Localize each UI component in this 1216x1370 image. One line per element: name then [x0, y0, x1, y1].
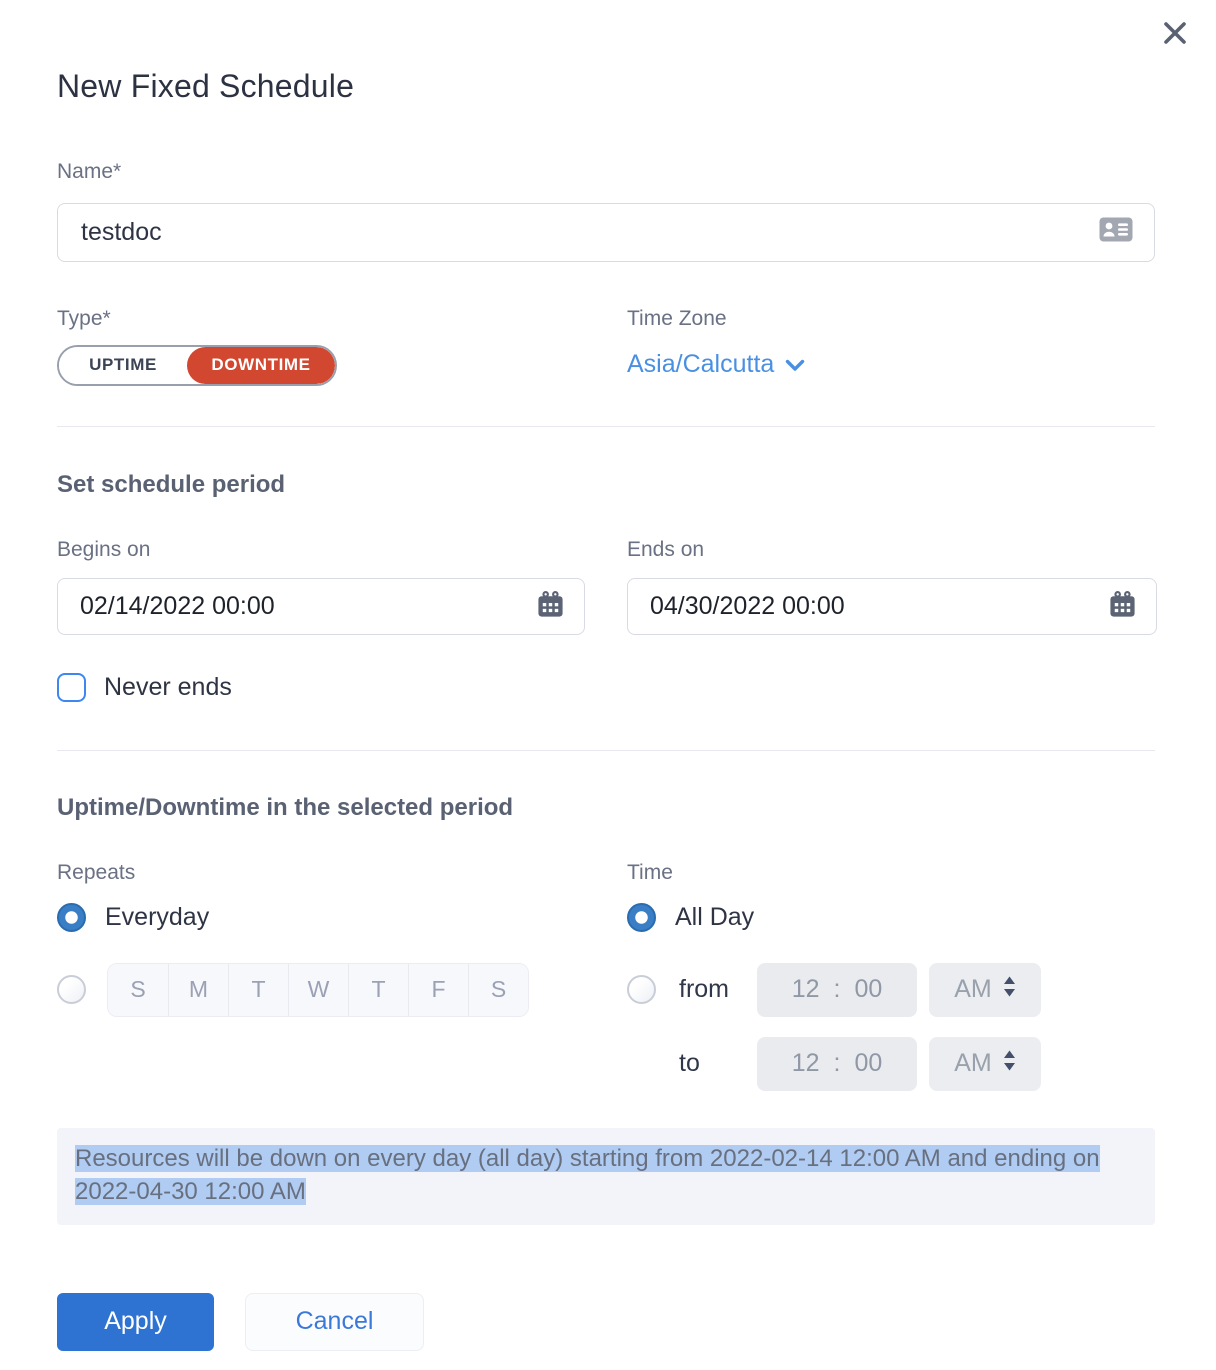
day-button-wednesday[interactable]: W — [288, 964, 348, 1016]
timezone-label: Time Zone — [627, 306, 727, 330]
to-meridiem-value: AM — [954, 1049, 992, 1078]
schedule-summary-note — [57, 1128, 1155, 1225]
weekday-selector — [107, 963, 529, 1017]
ends-on-label: Ends on — [627, 537, 705, 561]
custom-days-row — [57, 963, 627, 1017]
up-down-stepper-icon[interactable] — [1003, 1049, 1016, 1079]
cancel-button[interactable]: Cancel — [245, 1293, 424, 1351]
begins-on-input[interactable] — [57, 578, 585, 635]
day-button-tuesday[interactable]: T — [228, 964, 288, 1016]
name-input-value: testdoc — [81, 217, 162, 246]
time-separator: : — [833, 1049, 841, 1078]
from-time-input[interactable] — [757, 963, 917, 1017]
begins-on-value: 02/14/2022 00:00 — [80, 591, 275, 620]
never-ends-row — [57, 673, 1155, 702]
calendar-icon — [536, 589, 565, 624]
from-hour[interactable]: 12 — [791, 975, 820, 1004]
ends-on-value: 04/30/2022 00:00 — [650, 591, 845, 620]
type-field — [57, 307, 627, 386]
never-ends-label: Never ends — [104, 672, 232, 701]
summary-highlighted-text: Resources will be down on every day (all day) starting from 2022-02-14 12:00 AM and ending on 2022-04-30 12:00 AM — [75, 1144, 1100, 1205]
to-time-input[interactable] — [757, 1037, 917, 1091]
time-column — [627, 861, 1155, 1091]
type-label: Type* — [57, 306, 111, 330]
everyday-label: Everyday — [105, 903, 210, 932]
day-button-saturday[interactable]: S — [468, 964, 528, 1016]
schedule-period-heading: Set schedule period — [57, 470, 286, 498]
to-time-row — [627, 1037, 1155, 1091]
from-label: from — [679, 975, 729, 1004]
dialog-actions — [57, 1293, 1155, 1351]
from-meridiem-select[interactable] — [929, 963, 1041, 1017]
ends-on-input[interactable] — [627, 578, 1157, 635]
ends-on-field — [627, 538, 1157, 635]
name-input[interactable] — [57, 203, 1155, 262]
section-divider — [57, 426, 1155, 427]
type-toggle[interactable] — [57, 345, 337, 386]
from-time-radio[interactable] — [627, 975, 656, 1004]
timezone-select[interactable] — [627, 350, 805, 379]
to-hour[interactable]: 12 — [791, 1049, 820, 1078]
day-button-thursday[interactable]: T — [348, 964, 408, 1016]
chevron-down-icon — [785, 350, 805, 379]
timezone-field — [627, 307, 1155, 379]
everyday-radio[interactable] — [57, 903, 86, 932]
repeats-label: Repeats — [57, 860, 136, 884]
never-ends-checkbox[interactable] — [57, 673, 86, 702]
from-meridiem-value: AM — [954, 975, 992, 1004]
everyday-option-row — [57, 901, 627, 935]
uptime-option[interactable]: UPTIME — [59, 347, 187, 384]
close-icon — [1162, 20, 1188, 49]
contact-card-icon — [1099, 217, 1133, 247]
to-minute[interactable]: 00 — [854, 1049, 883, 1078]
section-divider — [57, 750, 1155, 751]
all-day-label: All Day — [675, 903, 755, 932]
repeats-column — [57, 861, 627, 1017]
day-button-friday[interactable]: F — [408, 964, 468, 1016]
timezone-value: Asia/Calcutta — [627, 349, 775, 378]
calendar-icon — [1108, 589, 1137, 624]
to-label: to — [679, 1049, 700, 1078]
all-day-radio[interactable] — [627, 903, 656, 932]
time-label: Time — [627, 860, 673, 884]
page-title: New Fixed Schedule — [57, 68, 355, 104]
name-label: Name* — [57, 159, 122, 183]
to-meridiem-select[interactable] — [929, 1037, 1041, 1091]
from-time-row — [627, 963, 1155, 1017]
day-button-monday[interactable]: M — [168, 964, 228, 1016]
uptime-downtime-heading: Uptime/Downtime in the selected period — [57, 793, 514, 821]
all-day-option-row — [627, 901, 1155, 935]
close-button[interactable] — [1161, 20, 1189, 48]
apply-button[interactable]: Apply — [57, 1293, 214, 1351]
begins-on-label: Begins on — [57, 537, 151, 561]
begins-on-field — [57, 538, 627, 635]
from-minute[interactable]: 00 — [854, 975, 883, 1004]
day-button-sunday[interactable]: S — [108, 964, 168, 1016]
time-separator: : — [833, 975, 841, 1004]
up-down-stepper-icon[interactable] — [1003, 975, 1016, 1005]
downtime-option-selected[interactable]: DOWNTIME — [187, 347, 335, 384]
custom-days-radio[interactable] — [57, 975, 86, 1004]
